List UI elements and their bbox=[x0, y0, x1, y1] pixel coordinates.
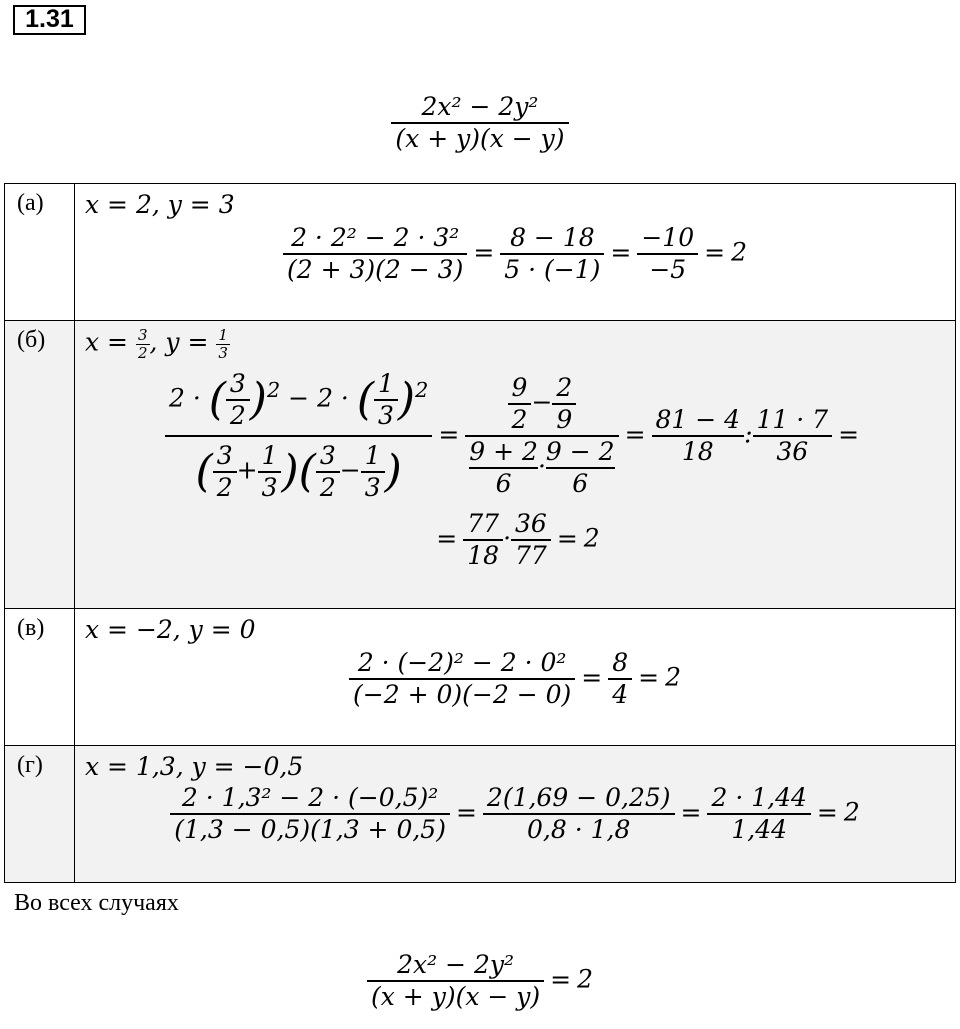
conclusion-text: Во всех случаях bbox=[14, 890, 179, 916]
row-v bbox=[5, 609, 956, 746]
frac-num: 3 bbox=[137, 326, 148, 344]
content-a bbox=[75, 184, 956, 321]
frac-num: 11 · 7 bbox=[756, 405, 829, 434]
frac-den: 18 bbox=[463, 539, 503, 571]
frac-num: 2 · 2² − 2 · 3² bbox=[291, 223, 460, 252]
content-v bbox=[75, 609, 956, 746]
frac-num: 3 bbox=[216, 441, 233, 470]
result-g: 2 bbox=[843, 797, 860, 827]
frac-den: (x + y)(x − y) bbox=[367, 980, 544, 1012]
frac-num: 2(1,69 − 0,25) bbox=[486, 783, 671, 812]
label-g: (г) bbox=[5, 746, 75, 883]
frac-den: (2 + 3)(2 − 3) bbox=[283, 253, 467, 285]
frac-num: 81 − 4 bbox=[655, 405, 741, 434]
frac-num: 3 bbox=[319, 441, 336, 470]
frac-num: 1 bbox=[364, 441, 381, 470]
row-a bbox=[5, 184, 956, 321]
calc-g: $\frac{\text{2 · 1,3² − 2 · (−0,5)²}}{(1,3 - 0,5)(1,3 + 0,5)}$ = $\frac{2(1,69 - 0,25)}{0,8 \cdot 1,8}$ = $\frac{2 \cdot 1,44}{1,44}$ = 2 bbox=[75, 783, 955, 845]
frac-den: 18 bbox=[652, 435, 745, 467]
frac-num: 1 bbox=[261, 441, 278, 470]
frac-den: 0,8 · 1,8 bbox=[483, 813, 675, 845]
problem-number: 1.31 bbox=[13, 5, 86, 35]
result-a: 2 bbox=[731, 237, 747, 267]
frac-den: (−2 + 0)(−2 − 0) bbox=[349, 678, 575, 710]
frac-num: 8 bbox=[612, 648, 629, 677]
frac-num: 8 − 18 bbox=[510, 223, 595, 252]
condition-b: x = $\frac{3}{2}$ , y = $\frac{1}{3}$ bbox=[85, 326, 228, 362]
row-b bbox=[5, 321, 956, 609]
calc-v: $\frac{\text{2 · (−2)² − 2 · 0²}}{(-2 + 0)(-2 - 0)}$ = $\frac{8}{4}$ = 2 bbox=[75, 648, 955, 710]
calc-b-line1: 2 · ( $\frac{3}{2}$ )$^2$ − 2 · ( $\frac{1}{3}$ )$^2$ ( $\frac{3}{2}$ + $\frac{1}{3}$ )( $\frac{3}{2}$ − $\frac{1}{3}$ ) = 9 2 − 2 9 9 + 2 6 ·9 − 2 6 = $\frac{81 - 4}{18}$ : $\frac{11 \cdot 7}{36}$ = bbox=[75, 369, 955, 503]
frac-den: 3 bbox=[218, 343, 228, 362]
frac-den: 5 · (−1) bbox=[500, 253, 604, 285]
conclusion-expression: $\frac{\text{2x² − 2y²}}{(x + y)(x - y)}$ = 2 bbox=[0, 950, 960, 1012]
frac-num: 36 bbox=[515, 509, 547, 538]
frac-den: 3 bbox=[258, 471, 282, 503]
label-b: (б) bbox=[5, 321, 75, 609]
complex-fraction-1: 2 · ( $\frac{3}{2}$ )$^2$ − 2 · ( $\frac{1}{3}$ )$^2$ ( $\frac{3}{2}$ + $\frac{1}{3}$ )( $\frac{3}{2}$ − $\frac{1}{3}$ ) bbox=[165, 369, 432, 503]
frac-den: (1,3 − 0,5)(1,3 + 0,5) bbox=[170, 813, 450, 845]
frac-den: 2 bbox=[316, 471, 340, 503]
frac-num: 1 bbox=[378, 369, 394, 398]
frac-num: 2x² − 2y² bbox=[397, 950, 515, 979]
frac-den: −5 bbox=[637, 253, 698, 285]
frac-den: 2 bbox=[226, 399, 250, 431]
frac-num: 2 · 1,3² − 2 · (−0,5)² bbox=[181, 783, 439, 812]
conclusion-result: 2 bbox=[577, 964, 593, 994]
frac-num: 2 · 1,44 bbox=[711, 783, 807, 812]
condition-g: x = 1,3, y = −0,5 bbox=[85, 752, 304, 781]
frac-num: −10 bbox=[641, 223, 695, 252]
frac-den: 2 bbox=[213, 471, 237, 503]
frac-den: 3 bbox=[361, 471, 385, 503]
frac-den: 77 bbox=[511, 539, 551, 571]
condition-v: x = −2, y = 0 bbox=[85, 615, 256, 644]
frac-den: 36 bbox=[753, 435, 833, 467]
solution-table bbox=[4, 183, 956, 883]
main-denominator: (x + y)(x − y) bbox=[391, 122, 568, 154]
calc-a: $\frac{\text{2 · 2² − 2 · 3²}}{(2 + 3)(2 - 3)}$ = $\frac{8 - 18}{5 \cdot (-1)}$ = $\frac{-10}{-5}$ = 2 bbox=[75, 223, 955, 285]
result-v: 2 bbox=[665, 662, 681, 692]
condition-a: x = 2, y = 3 bbox=[85, 190, 235, 219]
content-g bbox=[75, 746, 956, 883]
frac-num: 77 bbox=[467, 509, 500, 538]
frac-num: 2 · (−2)² − 2 · 0² bbox=[357, 648, 567, 677]
complex-fraction-2: 9 2 − 2 9 9 + 2 6 ·9 − 2 6 bbox=[465, 373, 618, 499]
label-v: (в) bbox=[5, 609, 75, 746]
frac-den: 3 bbox=[374, 399, 398, 431]
main-numerator: 2x² − 2y² bbox=[421, 92, 539, 121]
frac-num: 3 bbox=[229, 369, 246, 398]
content-b bbox=[75, 321, 956, 609]
result-b: 2 bbox=[583, 523, 600, 553]
label-a: (а) bbox=[5, 184, 75, 321]
row-g bbox=[5, 746, 956, 883]
main-expression bbox=[0, 92, 960, 154]
frac-den: 1,44 bbox=[707, 813, 810, 845]
calc-b-line2: = $\frac{77}{18}$ · $\frac{36}{77}$ = 2 bbox=[436, 509, 600, 570]
frac-den: 4 bbox=[608, 678, 632, 710]
frac-den: 2 bbox=[137, 343, 148, 362]
frac-num: 1 bbox=[218, 326, 228, 344]
